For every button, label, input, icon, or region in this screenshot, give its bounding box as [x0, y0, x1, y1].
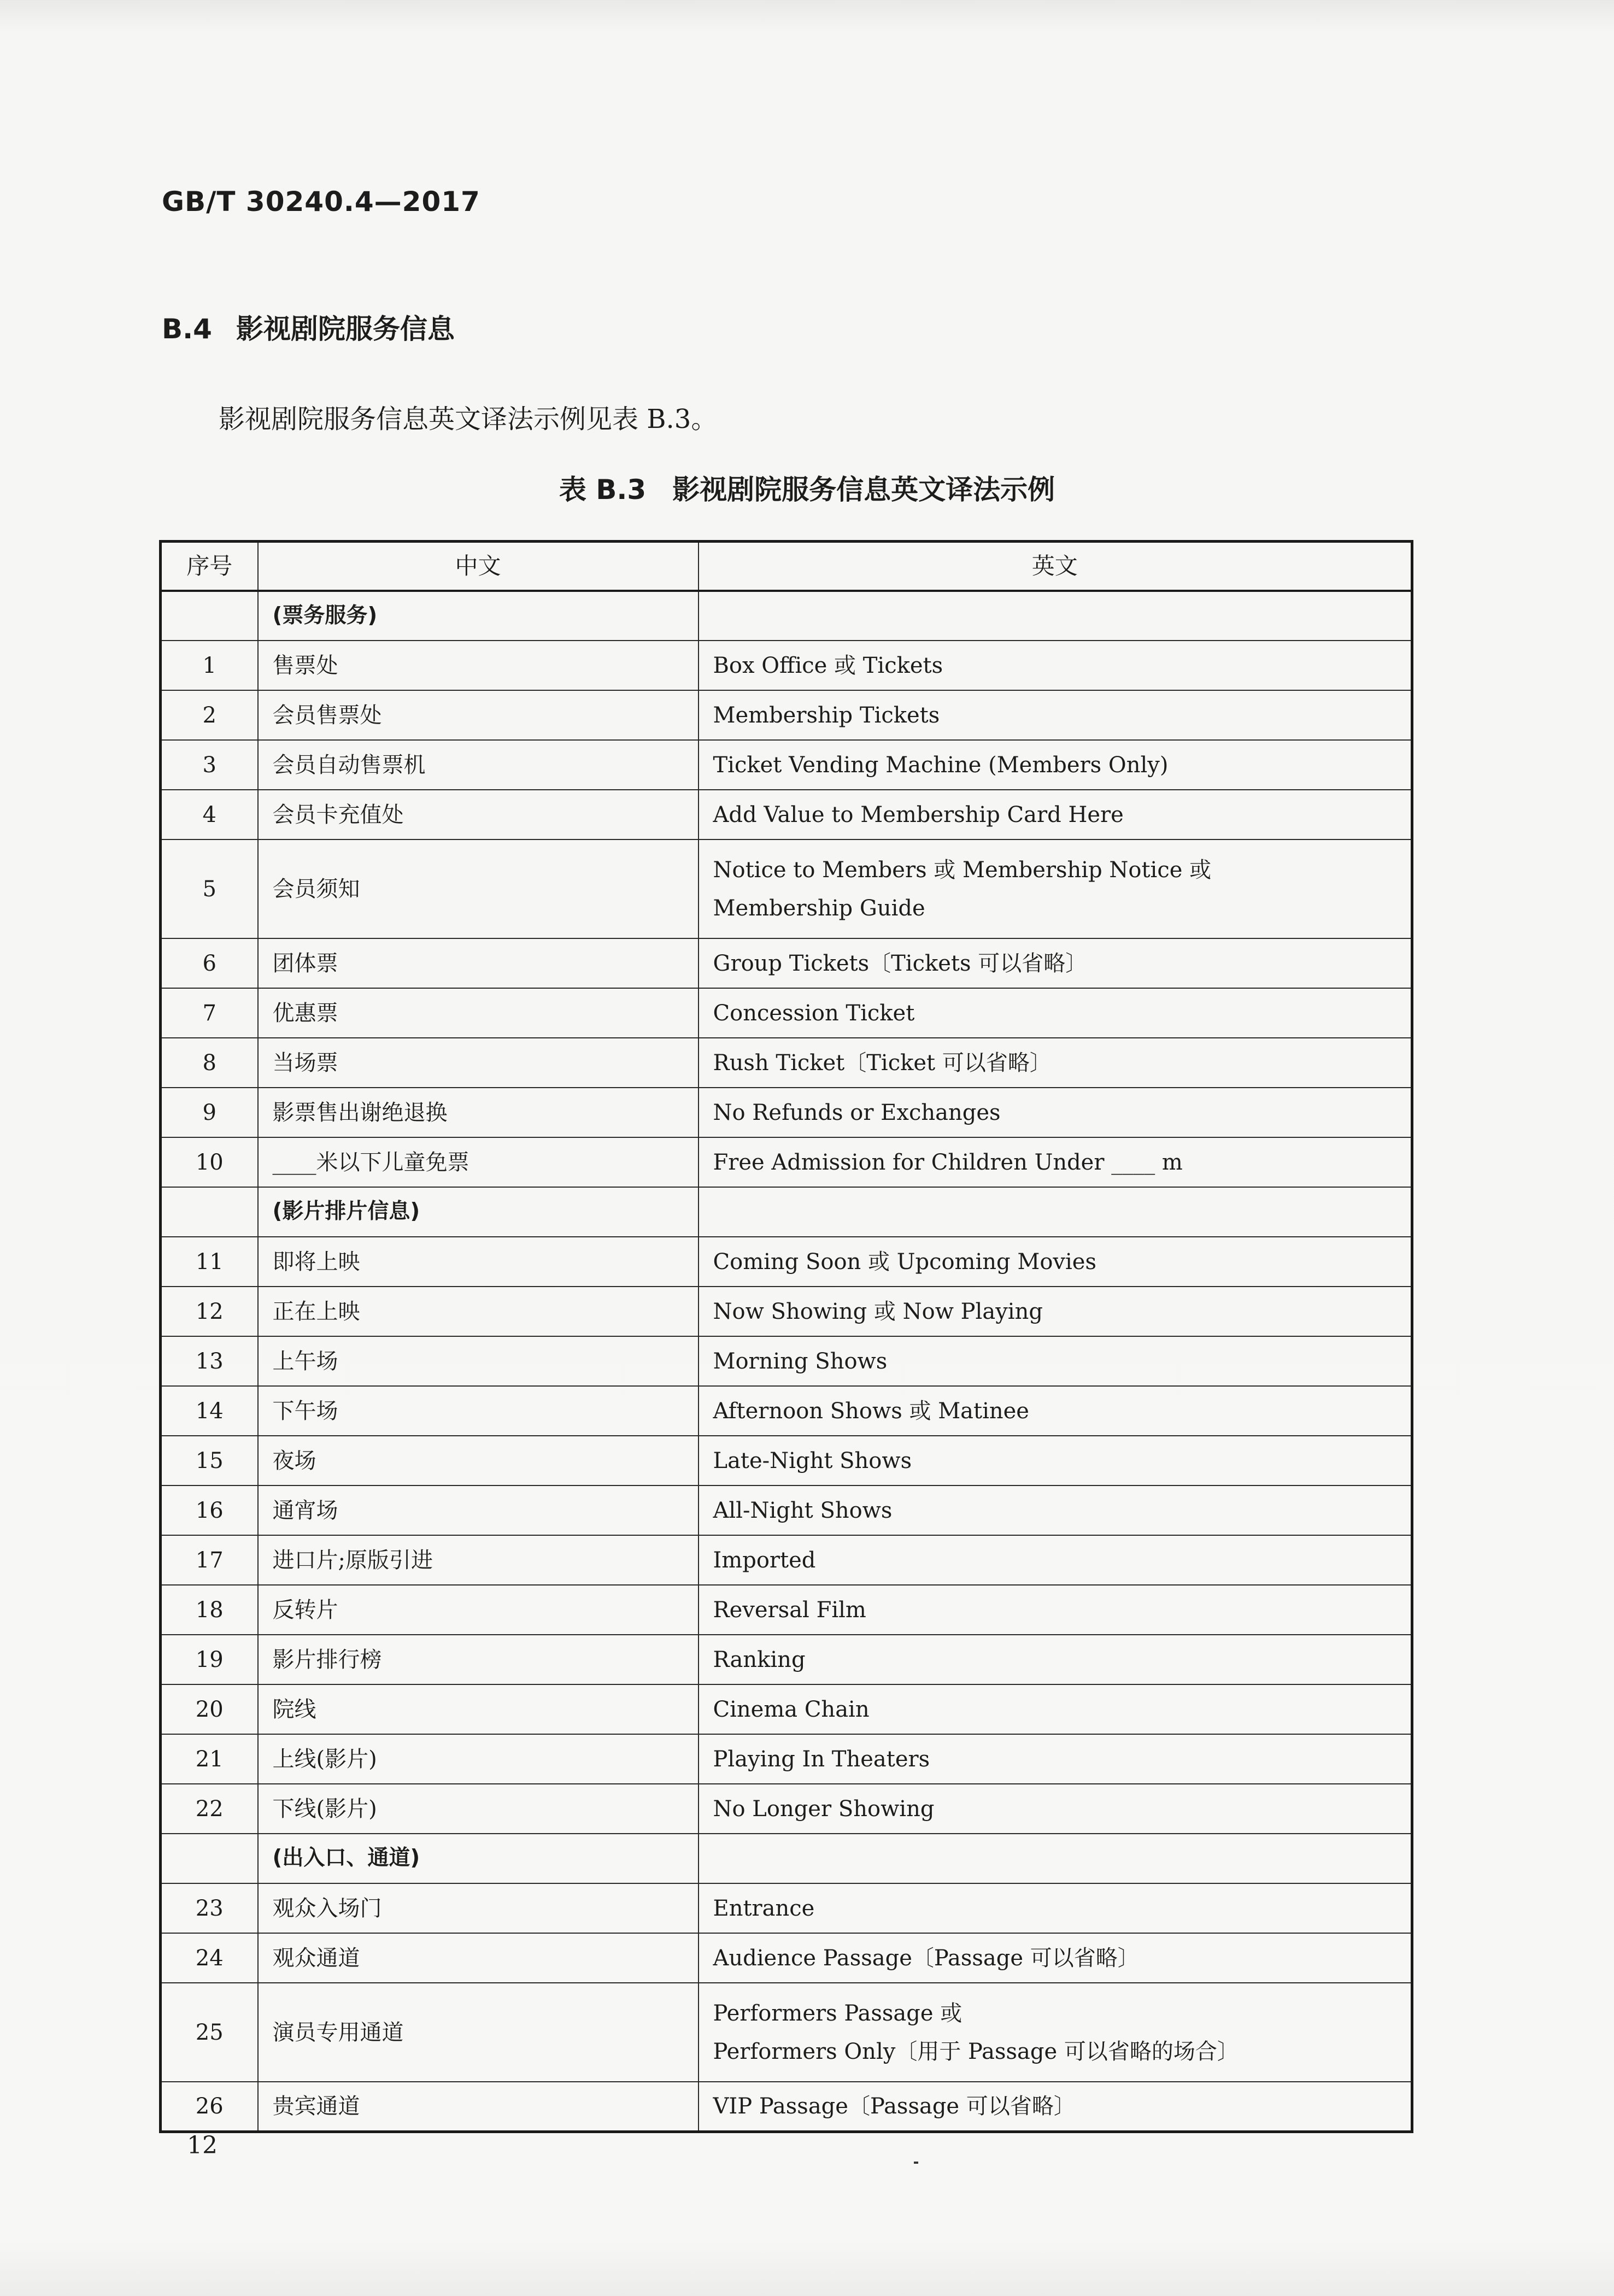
chinese-term: 下线(影片) — [258, 1784, 699, 1834]
row-number: 9 — [161, 1088, 258, 1137]
table-header-row — [161, 542, 1412, 591]
english-translation: Group Tickets〔Tickets 可以省略〕 — [699, 938, 1412, 988]
chinese-term: 反转片 — [258, 1585, 699, 1635]
intro-paragraph: 影视剧院服务信息英文译法示例见表 B.3。 — [219, 404, 718, 434]
chinese-term: 会员须知 — [258, 839, 699, 938]
table-row — [161, 1287, 1412, 1336]
chinese-term: 影票售出谢绝退换 — [258, 1088, 699, 1137]
english-translation: No Refunds or Exchanges — [699, 1088, 1412, 1137]
chinese-term: 会员自动售票机 — [258, 740, 699, 790]
chinese-term: 贵宾通道 — [258, 2082, 699, 2131]
row-number: 3 — [161, 740, 258, 790]
row-number: 10 — [161, 1137, 258, 1187]
chinese-term: ____米以下儿童免票 — [258, 1137, 699, 1187]
row-number: 4 — [161, 790, 258, 839]
chinese-term: 优惠票 — [258, 988, 699, 1038]
table-row — [161, 1088, 1412, 1137]
english-translation: Now Showing 或 Now Playing — [699, 1287, 1412, 1336]
english-translation: Coming Soon 或 Upcoming Movies — [699, 1237, 1412, 1287]
table-row — [161, 641, 1412, 690]
row-number: 15 — [161, 1436, 258, 1485]
table-row — [161, 690, 1412, 740]
chinese-term: 会员卡充值处 — [258, 790, 699, 839]
english-translation-line: Performers Passage 或 — [713, 2000, 962, 2026]
category-label: (票务服务) — [258, 591, 699, 641]
english-translation: Imported — [699, 1535, 1412, 1585]
english-translation: All-Night Shows — [699, 1485, 1412, 1535]
english-translation: Afternoon Shows 或 Matinee — [699, 1386, 1412, 1436]
row-number — [161, 591, 258, 641]
table-row — [161, 1883, 1412, 1933]
english-translation: Morning Shows — [699, 1336, 1412, 1386]
english-translation: VIP Passage〔Passage 可以省略〕 — [699, 2082, 1412, 2131]
chinese-term: 观众通道 — [258, 1933, 699, 1983]
row-number — [161, 1187, 258, 1237]
row-number: 25 — [161, 1983, 258, 2082]
table-row — [161, 1535, 1412, 1585]
english-translation: Add Value to Membership Card Here — [699, 790, 1412, 839]
chinese-term: 通宵场 — [258, 1485, 699, 1535]
scan-speck — [914, 2162, 918, 2164]
category-label: (影片排片信息) — [258, 1187, 699, 1237]
table-row — [161, 1734, 1412, 1784]
table-caption-title: 影视剧院服务信息英文译法示例 — [672, 474, 1055, 506]
table-row — [161, 988, 1412, 1038]
chinese-term: 售票处 — [258, 641, 699, 690]
english-translation — [699, 1187, 1412, 1237]
row-number: 21 — [161, 1734, 258, 1784]
row-number: 14 — [161, 1386, 258, 1436]
section-heading — [162, 307, 455, 347]
row-number: 11 — [161, 1237, 258, 1287]
table-category-row — [161, 1187, 1412, 1237]
table-row — [161, 1038, 1412, 1088]
row-number: 12 — [161, 1287, 258, 1336]
row-number: 7 — [161, 988, 258, 1038]
english-translation: Audience Passage〔Passage 可以省略〕 — [699, 1933, 1412, 1983]
column-header-number: 序号 — [161, 542, 258, 591]
english-translation-line: Performers Only〔用于 Passage 可以省略的场合〕 — [713, 2039, 1239, 2064]
table-row — [161, 1983, 1412, 2082]
chinese-term: 观众入场门 — [258, 1883, 699, 1933]
table-category-row — [161, 1834, 1412, 1883]
row-number: 24 — [161, 1933, 258, 1983]
table-row — [161, 1585, 1412, 1635]
table-row — [161, 1635, 1412, 1684]
row-number: 16 — [161, 1485, 258, 1535]
section-title: 影视剧院服务信息 — [236, 313, 455, 345]
english-translation: Ranking — [699, 1635, 1412, 1684]
english-translation: Rush Ticket〔Ticket 可以省略〕 — [699, 1038, 1412, 1088]
row-number: 2 — [161, 690, 258, 740]
table-row — [161, 1485, 1412, 1535]
english-translation: Concession Ticket — [699, 988, 1412, 1038]
english-translation: Ticket Vending Machine (Members Only) — [699, 740, 1412, 790]
chinese-term: 上午场 — [258, 1336, 699, 1386]
table-row — [161, 1933, 1412, 1983]
table-row — [161, 790, 1412, 839]
page-number: 12 — [187, 2131, 218, 2159]
chinese-term: 即将上映 — [258, 1237, 699, 1287]
chinese-term: 当场票 — [258, 1038, 699, 1088]
row-number: 18 — [161, 1585, 258, 1635]
chinese-term: 正在上映 — [258, 1287, 699, 1336]
english-translation — [699, 1834, 1412, 1883]
table-category-row — [161, 591, 1412, 641]
english-translation-line: Membership Guide — [713, 895, 925, 921]
row-number: 22 — [161, 1784, 258, 1834]
chinese-term: 影片排行榜 — [258, 1635, 699, 1684]
row-number: 8 — [161, 1038, 258, 1088]
table-row — [161, 938, 1412, 988]
row-number: 19 — [161, 1635, 258, 1684]
chinese-term: 进口片;原版引进 — [258, 1535, 699, 1585]
english-translation — [699, 1983, 1412, 2082]
english-translation: No Longer Showing — [699, 1784, 1412, 1834]
table-row — [161, 1137, 1412, 1187]
row-number: 23 — [161, 1883, 258, 1933]
row-number: 20 — [161, 1684, 258, 1734]
column-header-chinese: 中文 — [258, 542, 699, 591]
table-caption-number: 表 B.3 — [559, 474, 647, 506]
table-row — [161, 2082, 1412, 2131]
table-row — [161, 1684, 1412, 1734]
chinese-term: 团体票 — [258, 938, 699, 988]
chinese-term: 下午场 — [258, 1386, 699, 1436]
table-row — [161, 740, 1412, 790]
english-translation: Box Office 或 Tickets — [699, 641, 1412, 690]
english-translation: Entrance — [699, 1883, 1412, 1933]
row-number: 17 — [161, 1535, 258, 1585]
row-number: 13 — [161, 1336, 258, 1386]
row-number: 6 — [161, 938, 258, 988]
english-translation: Reversal Film — [699, 1585, 1412, 1635]
table-body — [161, 591, 1412, 2131]
chinese-term: 会员售票处 — [258, 690, 699, 740]
table-row — [161, 839, 1412, 938]
english-translation-line: Notice to Members 或 Membership Notice 或 — [713, 857, 1212, 883]
row-number: 26 — [161, 2082, 258, 2131]
english-translation: Membership Tickets — [699, 690, 1412, 740]
table-row — [161, 1237, 1412, 1287]
row-number: 1 — [161, 641, 258, 690]
category-label: (出入口、通道) — [258, 1834, 699, 1883]
chinese-term: 夜场 — [258, 1436, 699, 1485]
english-translation — [699, 839, 1412, 938]
chinese-term: 演员专用通道 — [258, 1983, 699, 2082]
column-header-english: 英文 — [699, 542, 1412, 591]
chinese-term: 院线 — [258, 1684, 699, 1734]
english-translation: Free Admission for Children Under ____ m — [699, 1137, 1412, 1187]
chinese-term: 上线(影片) — [258, 1734, 699, 1784]
table-row — [161, 1386, 1412, 1436]
row-number: 5 — [161, 839, 258, 938]
table-row — [161, 1336, 1412, 1386]
english-translation — [699, 591, 1412, 641]
english-translation: Late-Night Shows — [699, 1436, 1412, 1485]
table-row — [161, 1784, 1412, 1834]
table-caption — [0, 468, 1614, 507]
section-number: B.4 — [162, 313, 212, 345]
english-translation: Cinema Chain — [699, 1684, 1412, 1734]
row-number — [161, 1834, 258, 1883]
table-row — [161, 1436, 1412, 1485]
translation-table — [159, 540, 1413, 2133]
english-translation: Playing In Theaters — [699, 1734, 1412, 1784]
standard-number: GB/T 30240.4—2017 — [162, 186, 480, 218]
